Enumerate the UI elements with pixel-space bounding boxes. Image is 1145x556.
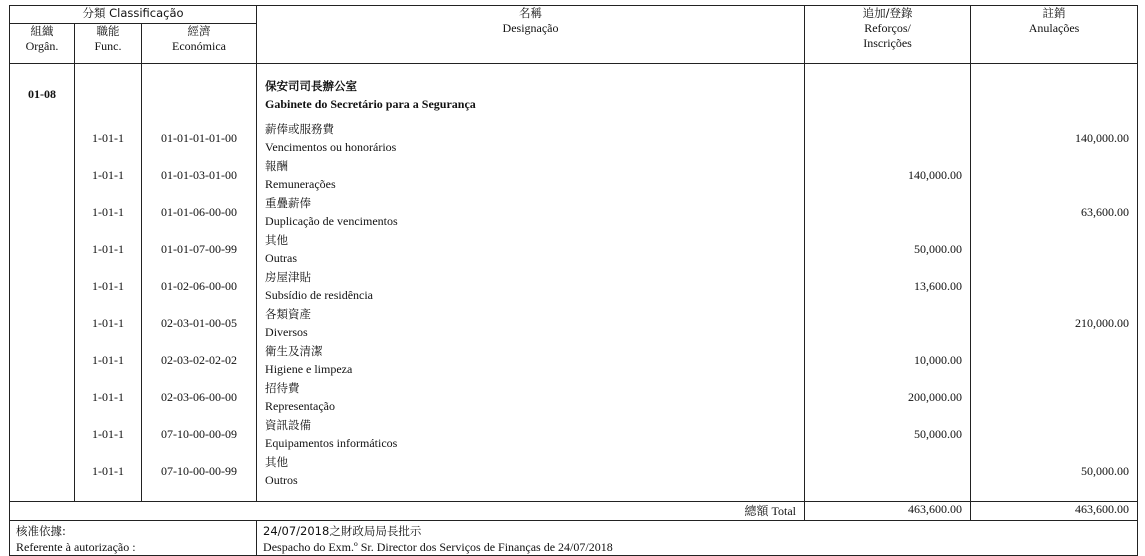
item-designation	[257, 157, 805, 194]
table-row	[10, 157, 1138, 194]
anulacao-amount	[971, 268, 1138, 305]
reinforce-header-pt2: Inscrições	[863, 36, 912, 50]
reforco-amount: 140,000.00	[805, 157, 971, 194]
reforco-amount	[805, 120, 971, 157]
section-name-zh: 保安司司長辦公室	[265, 78, 358, 93]
anulacao-amount: 140,000.00	[971, 120, 1138, 157]
reinforce-header-zh: 追加/登錄	[862, 6, 913, 20]
table-row	[10, 268, 1138, 305]
cancel-header-zh: 註銷	[1042, 6, 1066, 20]
anulacao-amount: 50,000.00	[971, 453, 1138, 490]
func-code: 1-01-1	[75, 120, 142, 157]
anulacao-amount: 63,600.00	[971, 194, 1138, 231]
section-name-pt: Gabinete do Secretário para a Segurança	[265, 96, 476, 111]
item-name-pt: Subsídio de residência	[265, 287, 374, 302]
item-name-zh: 其他	[265, 454, 289, 469]
total-row	[10, 502, 1138, 521]
organ-cell	[10, 342, 75, 379]
item-designation	[257, 120, 805, 157]
item-name-pt: Vencimentos ou honorários	[265, 139, 397, 154]
reforco-amount	[805, 453, 971, 490]
organ-cell	[10, 379, 75, 416]
func-code: 1-01-1	[75, 453, 142, 490]
organ-cell	[10, 268, 75, 305]
item-designation	[257, 379, 805, 416]
reforco-amount: 50,000.00	[805, 416, 971, 453]
item-name-zh: 衛生及清潔	[265, 343, 323, 358]
total-label: 總額 Total	[10, 502, 805, 521]
econ-header	[142, 24, 257, 64]
table-row	[10, 194, 1138, 231]
item-name-zh: 招待費	[265, 380, 300, 395]
organ-cell	[10, 416, 75, 453]
table-row	[10, 416, 1138, 453]
authorization-text-zh: 24/07/2018之財政局局長批示	[263, 524, 422, 538]
econ-code: 07-10-00-00-09	[142, 416, 257, 453]
table-row	[10, 120, 1138, 157]
item-designation	[257, 453, 805, 490]
item-name-zh: 其他	[265, 232, 289, 247]
econ-code: 01-01-01-01-00	[142, 120, 257, 157]
item-name-pt: Outros	[265, 472, 298, 487]
item-designation	[257, 305, 805, 342]
item-name-zh: 房屋津貼	[265, 269, 312, 284]
anulacao-amount	[971, 231, 1138, 268]
authorization-label-zh: 核准依據:	[16, 524, 66, 538]
econ-code: 01-01-03-01-00	[142, 157, 257, 194]
designation-header-pt: Designação	[502, 21, 559, 35]
func-code: 1-01-1	[75, 194, 142, 231]
item-name-pt: Remunerações	[265, 176, 336, 191]
table-row	[10, 305, 1138, 342]
item-designation	[257, 342, 805, 379]
footer-row	[10, 521, 1138, 556]
anulacao-amount	[971, 379, 1138, 416]
func-code: 1-01-1	[75, 342, 142, 379]
organ-code: 01-08	[10, 70, 75, 120]
organ-cell	[10, 453, 75, 490]
item-name-pt: Duplicação de vencimentos	[265, 213, 398, 228]
anulacao-amount: 210,000.00	[971, 305, 1138, 342]
designation-header	[257, 6, 805, 64]
authorization-text	[257, 521, 1138, 556]
func-code: 1-01-1	[75, 305, 142, 342]
func-header	[75, 24, 142, 64]
item-name-zh: 報酬	[265, 158, 289, 173]
designation-header-zh: 名稱	[519, 6, 543, 20]
econ-header-pt: Económica	[172, 39, 226, 53]
total-anulacao: 463,600.00	[971, 502, 1138, 521]
item-name-zh: 重疊薪俸	[265, 195, 312, 210]
func-code: 1-01-1	[75, 268, 142, 305]
item-name-zh: 薪俸或服務費	[265, 121, 335, 136]
anulacao-amount	[971, 157, 1138, 194]
classification-header: 分類 Classificação	[10, 6, 257, 24]
item-name-pt: Equipamentos informáticos	[265, 435, 398, 450]
func-code: 1-01-1	[75, 157, 142, 194]
cancel-header	[971, 6, 1138, 64]
item-name-zh: 各類資產	[265, 306, 312, 321]
organ-cell	[10, 305, 75, 342]
authorization-text-pt: Despacho do Exm.º Sr. Director dos Serviços de Finanças de 24/07/2018	[263, 540, 613, 554]
item-name-pt: Higiene e limpeza	[265, 361, 353, 376]
econ-code: 01-02-06-00-00	[142, 268, 257, 305]
reforco-amount	[805, 305, 971, 342]
organ-header-zh: 組織	[30, 24, 54, 38]
item-name-zh: 資訊設備	[265, 417, 312, 432]
econ-code: 02-03-01-00-05	[142, 305, 257, 342]
reinforce-header	[805, 6, 971, 64]
item-designation	[257, 231, 805, 268]
reforco-amount: 200,000.00	[805, 379, 971, 416]
item-name-pt: Diversos	[265, 324, 308, 339]
item-name-pt: Outras	[265, 250, 298, 265]
item-designation	[257, 194, 805, 231]
item-name-pt: Representação	[265, 398, 335, 413]
organ-header	[10, 24, 75, 64]
reforco-amount: 10,000.00	[805, 342, 971, 379]
budget-table	[9, 5, 1138, 556]
table-row	[10, 453, 1138, 490]
authorization-label	[10, 521, 257, 556]
total-reforco: 463,600.00	[805, 502, 971, 521]
organ-cell	[10, 231, 75, 268]
func-code: 1-01-1	[75, 379, 142, 416]
anulacao-amount	[971, 342, 1138, 379]
organ-header-pt: Orgân.	[25, 39, 59, 53]
econ-code: 01-01-07-00-99	[142, 231, 257, 268]
reforco-amount: 50,000.00	[805, 231, 971, 268]
authorization-label-pt: Referente à autorização :	[16, 540, 136, 554]
item-designation	[257, 416, 805, 453]
table-row	[10, 342, 1138, 379]
reinforce-header-pt1: Reforços/	[864, 21, 911, 35]
reforco-amount: 13,600.00	[805, 268, 971, 305]
organ-cell	[10, 157, 75, 194]
func-code: 1-01-1	[75, 416, 142, 453]
func-header-zh: 職能	[96, 24, 120, 38]
anulacao-amount	[971, 416, 1138, 453]
econ-code: 01-01-06-00-00	[142, 194, 257, 231]
table-row	[10, 379, 1138, 416]
organ-cell	[10, 120, 75, 157]
func-code: 1-01-1	[75, 231, 142, 268]
func-header-pt: Func.	[94, 39, 122, 53]
table-row	[10, 231, 1138, 268]
reforco-amount	[805, 194, 971, 231]
econ-code: 02-03-02-02-02	[142, 342, 257, 379]
organ-cell	[10, 194, 75, 231]
econ-code: 02-03-06-00-00	[142, 379, 257, 416]
section-row	[10, 70, 1138, 120]
cancel-header-pt: Anulações	[1028, 21, 1080, 35]
econ-header-zh: 經濟	[187, 24, 211, 38]
econ-code: 07-10-00-00-99	[142, 453, 257, 490]
item-designation	[257, 268, 805, 305]
